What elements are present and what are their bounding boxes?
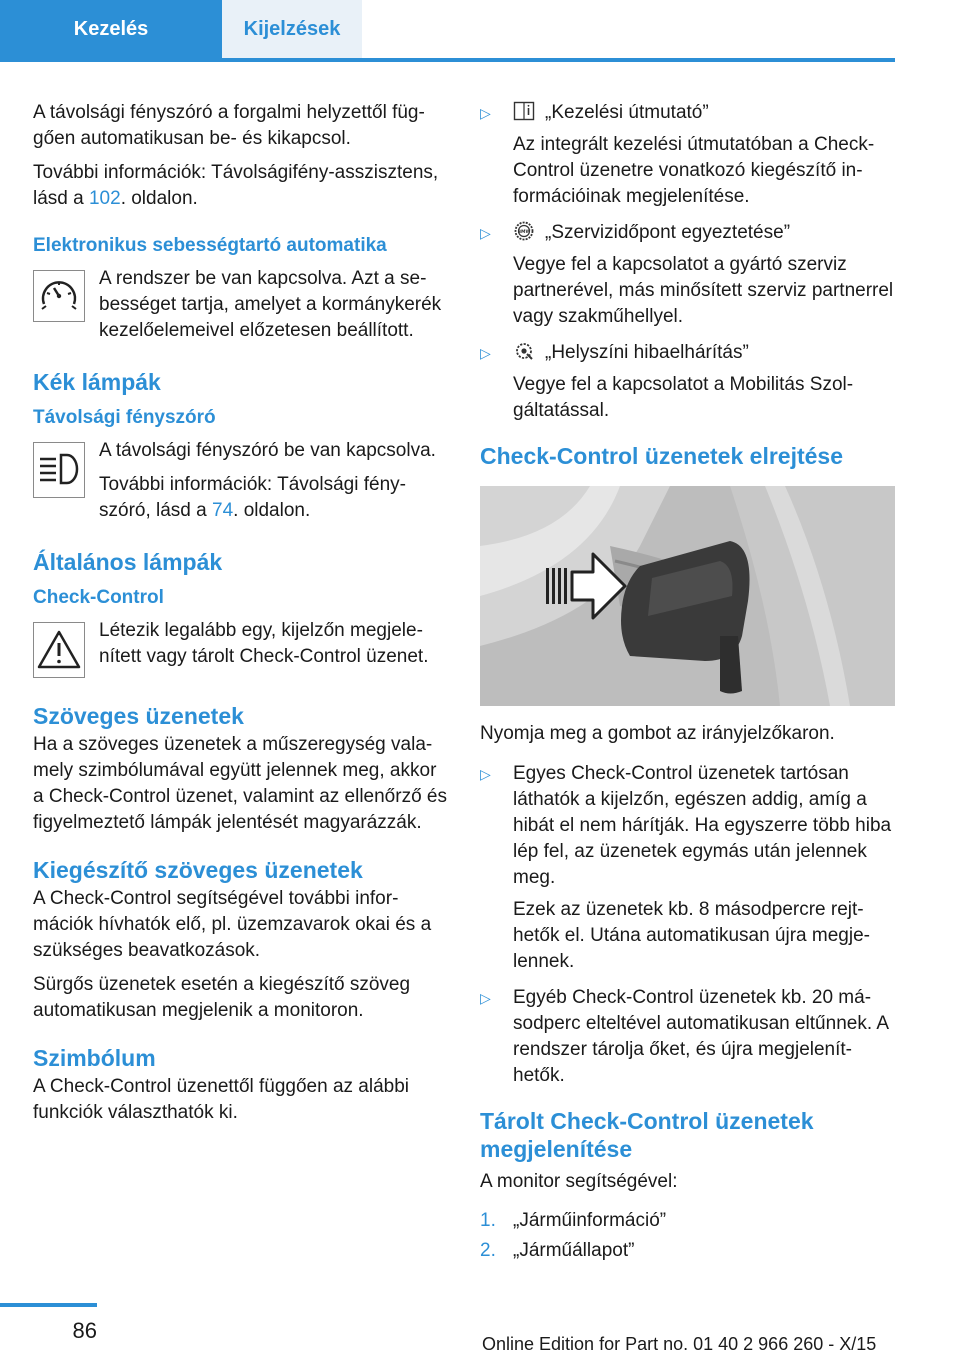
step-text: „Járműinformáció” bbox=[513, 1210, 667, 1231]
step-number: 1. bbox=[480, 1210, 496, 1231]
high-beam-text: A távolsági fényszóró be van kapcsolva. bbox=[99, 440, 436, 461]
tab-kezeles[interactable]: Kezelés bbox=[0, 0, 222, 58]
bmw-service-icon bbox=[513, 221, 535, 241]
hide-item-1-text: Egyes Check-Control üzenetek tartósan láthatók a kijelzőn, egészen addig, amíg a hibát el nem hárítják. Ha egyszerre több hiba lép fel, az üzenetek egymás után jelennek meg. bbox=[513, 763, 892, 888]
function-list bbox=[480, 100, 895, 424]
high-beam-icon bbox=[33, 442, 85, 498]
manual-book-icon bbox=[513, 101, 535, 121]
cruise-control-block bbox=[33, 266, 448, 344]
list-item-title[interactable] bbox=[513, 220, 895, 246]
top-tab-bar bbox=[0, 0, 895, 62]
additional-messages-body-1: A Check-Control segítségével további információk hívhatók elő, pl. üzemzavarok okai és a szükséges beavatkozások. bbox=[33, 888, 432, 961]
hide-item-2-text: Egyéb Check-Control üzenetek kb. 20 másodperc elteltével automatikusan eltűnnek. A rendszer tárolja őket, és újra megjeleníthetők. bbox=[513, 987, 888, 1086]
breakdown-service-icon bbox=[513, 341, 535, 361]
service-title: „Szervizidőpont egyeztetése” bbox=[545, 222, 791, 243]
bullet-triangle-icon: ▷ bbox=[480, 225, 491, 241]
step-item[interactable] bbox=[480, 1207, 895, 1235]
list-item bbox=[480, 985, 895, 1089]
hide-item-1-extra: Ezek az üzenetek kb. 8 másodpercre rejthetők el. Utána automatikusan újra megjelennek. bbox=[513, 899, 870, 972]
high-beam-more-info bbox=[99, 472, 448, 524]
paragraph-highbeam-auto: A távolsági fényszóró a forgalmi helyzettől függően automatikusan be- és kikapcsol. bbox=[33, 102, 425, 149]
manual-title: „Kezelési útmutató” bbox=[545, 102, 709, 123]
right-column bbox=[480, 100, 895, 1267]
more-info-suffix: . oldalon. bbox=[120, 188, 198, 209]
cruise-control-heading: Elektronikus sebességtartó automatika bbox=[33, 235, 387, 256]
list-item-breakdown bbox=[480, 340, 895, 424]
header-divider bbox=[0, 58, 895, 62]
warning-triangle-icon bbox=[33, 622, 85, 678]
general-lamps-heading: Általános lámpák bbox=[33, 549, 223, 575]
additional-messages-body-2: Sürgős üzenetek esetén a kiegészítő szöveg automatikusan megjelenik a monitoron. bbox=[33, 974, 411, 1021]
list-item-title[interactable] bbox=[513, 340, 895, 366]
tab-kijelzesek[interactable]: Kijelzések bbox=[222, 0, 362, 58]
breakdown-text: Vegye fel a kapcsolatot a Mobilitás Szolgáltatással. bbox=[513, 374, 854, 421]
bullet-triangle-icon: ▷ bbox=[480, 105, 491, 121]
bullet-triangle-icon: ▷ bbox=[480, 766, 491, 782]
list-item-service bbox=[480, 220, 895, 330]
step-item[interactable] bbox=[480, 1237, 895, 1265]
list-item bbox=[480, 761, 895, 975]
page-link-102[interactable]: 102 bbox=[88, 188, 121, 209]
stored-intro: A monitor segítségével: bbox=[480, 1171, 678, 1192]
high-beam-more-suffix: . oldalon. bbox=[233, 500, 311, 521]
speedometer-icon bbox=[33, 270, 85, 322]
manual-text: Az integrált kezelési útmutatóban a Check-Control üzenetre vonatkozó kiegészítő információinak megjelenítése. bbox=[513, 134, 875, 207]
breakdown-title: „Helyszíni hibaelhárítás” bbox=[545, 342, 749, 363]
footer-divider bbox=[0, 1303, 97, 1307]
bullet-triangle-icon: ▷ bbox=[480, 990, 491, 1006]
svg-text:BMW: BMW bbox=[517, 230, 531, 235]
hide-list bbox=[480, 761, 895, 1089]
left-column bbox=[33, 100, 448, 1134]
high-beam-more-text: További információk: Távolsági fényszóró, lásd a bbox=[99, 474, 406, 521]
additional-messages-heading: Kiegészítő szöveges üzenetek bbox=[33, 857, 363, 883]
check-control-block bbox=[33, 618, 448, 678]
step-text: „Járműállapot” bbox=[513, 1240, 635, 1261]
hide-messages-heading: Check-Control üzenetek elrejtése bbox=[480, 443, 844, 469]
turn-signal-stalk-photo bbox=[480, 486, 895, 706]
high-beam-heading: Távolsági fényszóró bbox=[33, 407, 216, 428]
text-messages-heading: Szöveges üzenetek bbox=[33, 703, 244, 729]
bullet-triangle-icon: ▷ bbox=[480, 345, 491, 361]
list-item-title[interactable] bbox=[513, 100, 895, 126]
check-control-text: Létezik legalább egy, kijelzőn megjelenített vagy tárolt Check-Control üzenet. bbox=[99, 620, 429, 667]
step-number: 2. bbox=[480, 1240, 496, 1261]
high-beam-block bbox=[33, 438, 448, 524]
stored-messages-heading: Tárolt Check-Control üzenetek megjelenítése bbox=[480, 1108, 814, 1162]
symbol-heading: Szimbólum bbox=[33, 1045, 156, 1071]
hide-caption: Nyomja meg a gombot az irányjelzőkaron. bbox=[480, 723, 835, 744]
page-link-74[interactable]: 74 bbox=[212, 500, 234, 521]
service-text: Vegye fel a kapcsolatot a gyártó szerviz partnerével, más minősített szerviz partnerrel vagy szakműhellyel. bbox=[513, 254, 894, 327]
symbol-body: A Check-Control üzenettől függően az alábbi funkciók választhatók ki. bbox=[33, 1076, 410, 1123]
steps-list bbox=[480, 1207, 895, 1265]
paragraph-more-info bbox=[33, 160, 448, 212]
text-messages-body: Ha a szöveges üzenetek a műszeregység valamely szimbólumával együtt jelennek meg, akkor a Check-Control üzenet, valamint az ellenőrző és figyelmeztető lámpák jelentését magyarázzák. bbox=[33, 734, 447, 833]
page-number: 86 bbox=[72, 1318, 97, 1343]
check-control-heading: Check-Control bbox=[33, 587, 164, 608]
edition-text: Online Edition for Part no. 01 40 2 966 260 - X/15 bbox=[482, 1334, 877, 1354]
blue-lamps-heading: Kék lámpák bbox=[33, 369, 161, 395]
cruise-control-text: A rendszer be van kapcsolva. Azt a sebességet tartja, amelyet a kormánykerék kezelőelemeivel előzetesen beállított. bbox=[99, 268, 442, 341]
list-item-manual bbox=[480, 100, 895, 210]
more-info-text: További információk: Távolságifény-asszisztens, lásd a bbox=[33, 162, 439, 209]
